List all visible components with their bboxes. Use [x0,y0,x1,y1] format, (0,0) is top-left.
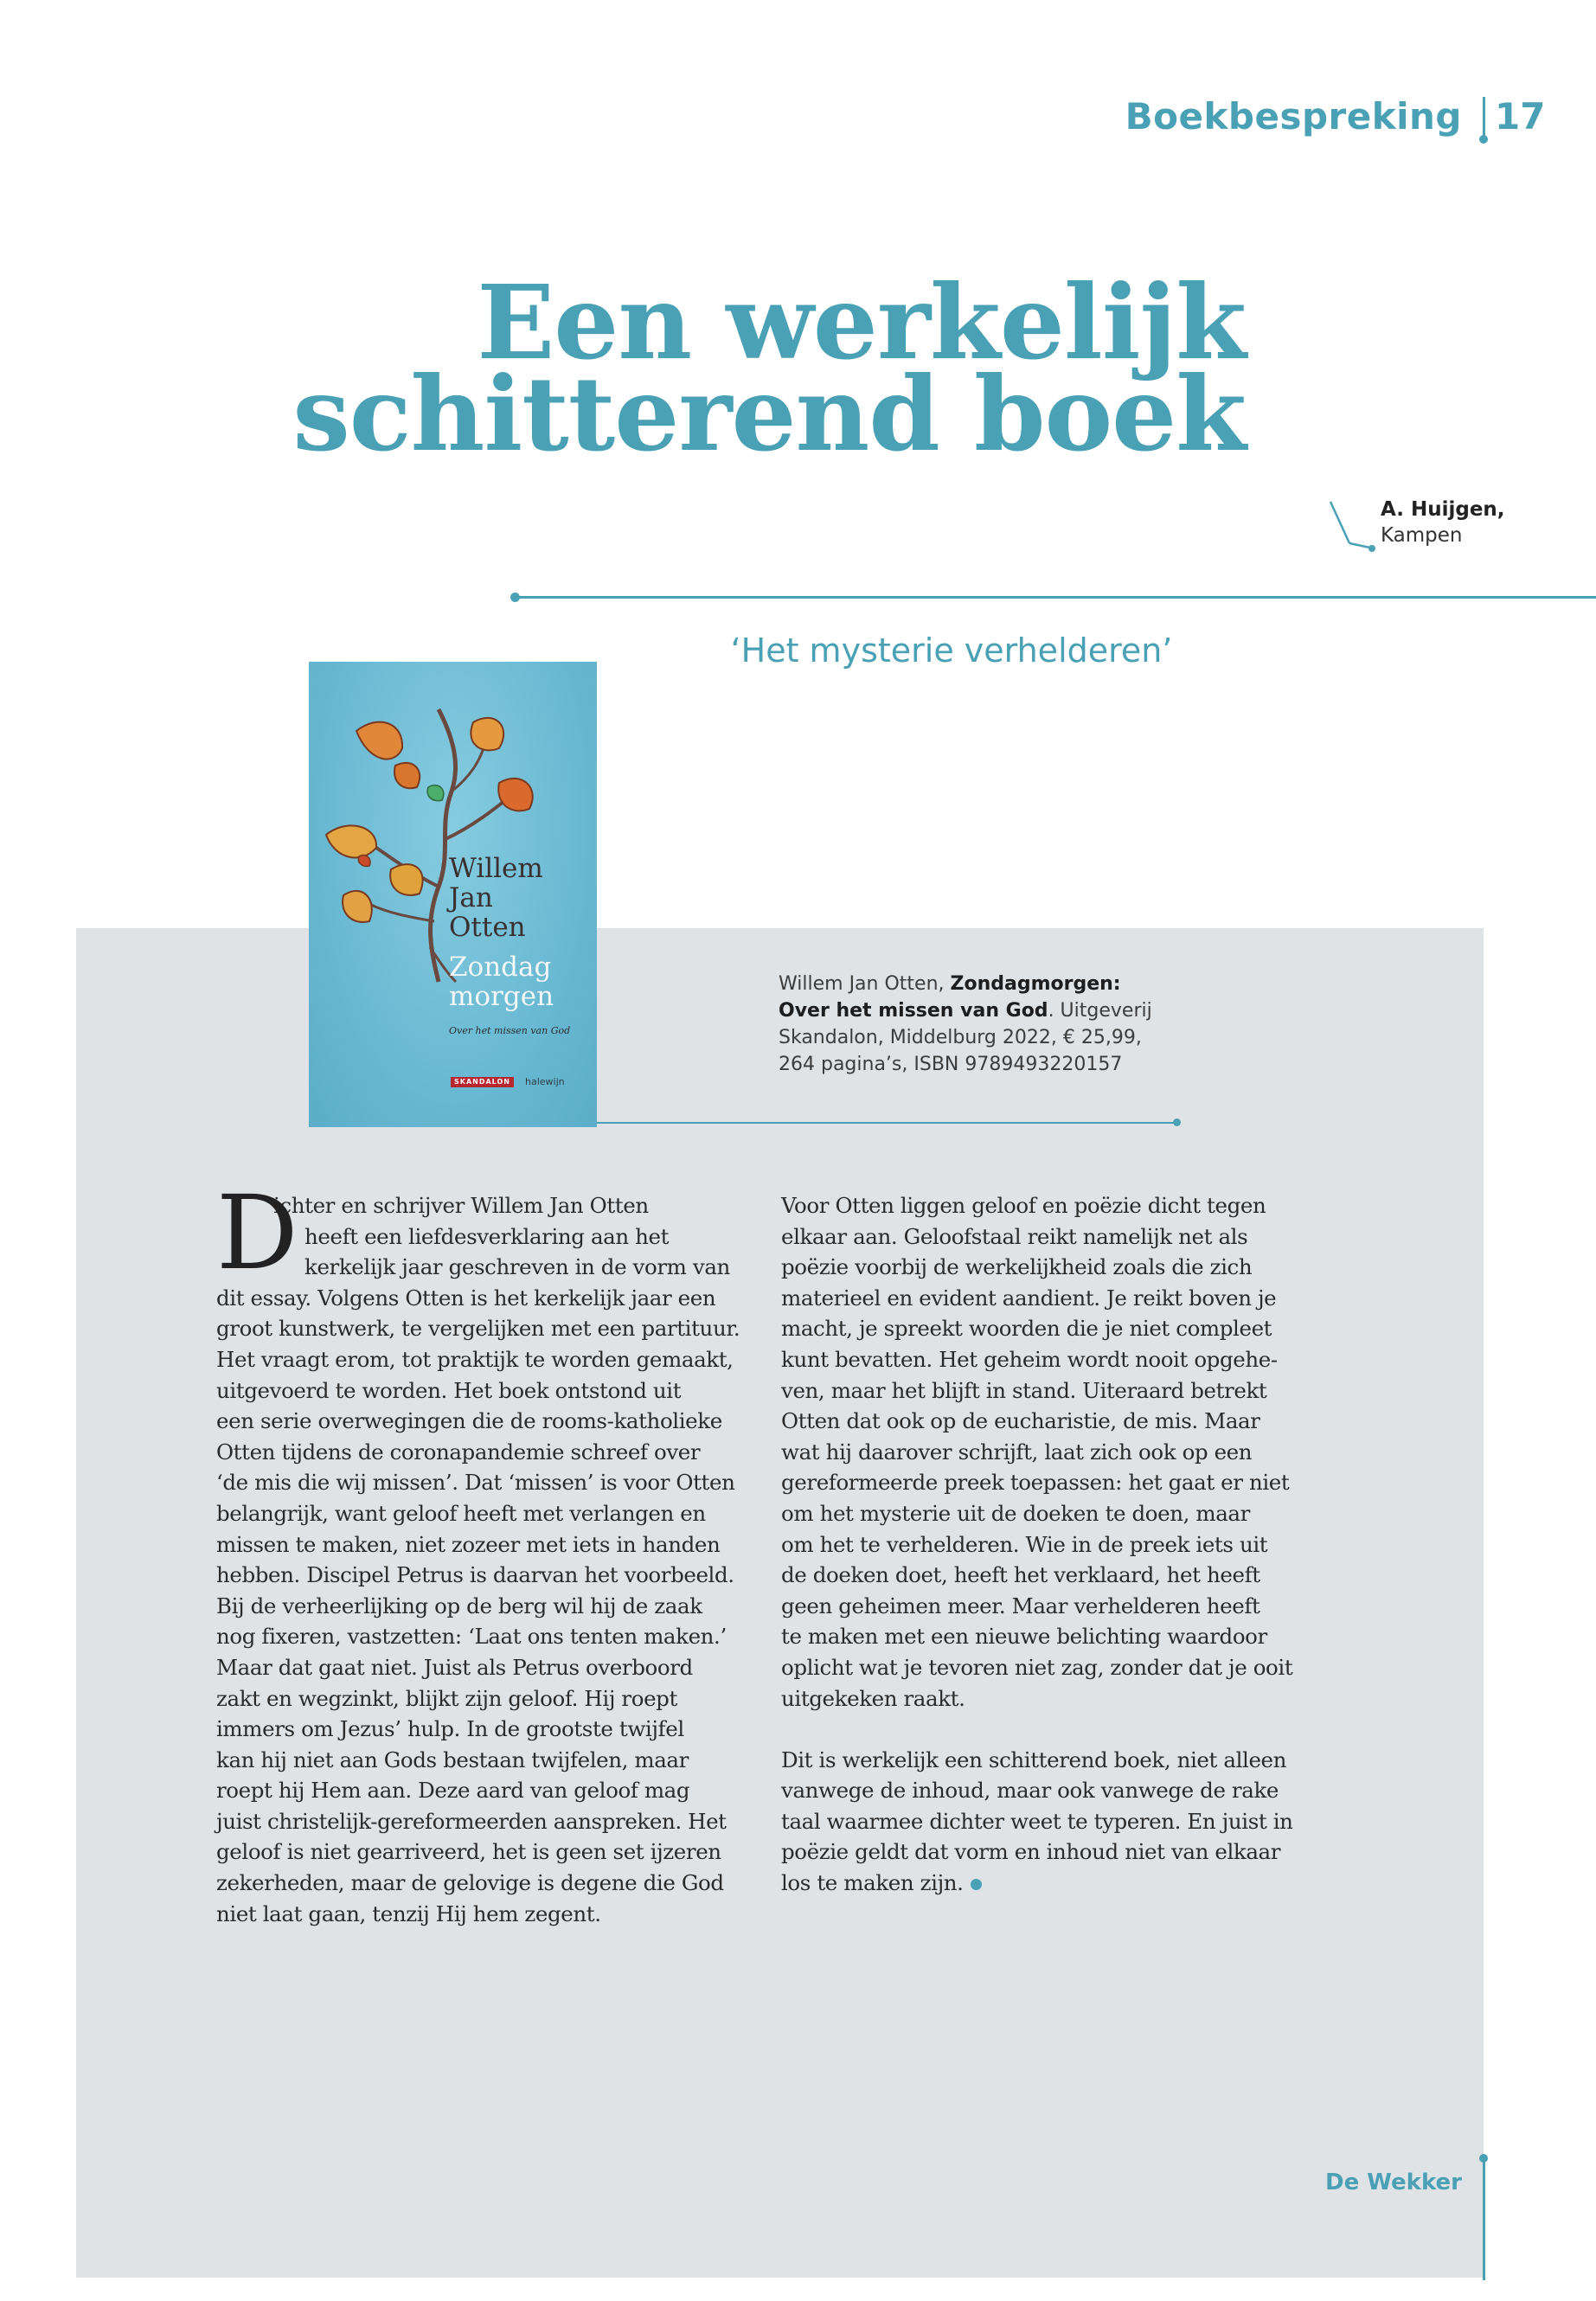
body-line-text: los te maken zijn. [781,1870,964,1896]
end-mark-dot [971,1879,982,1890]
body-line-last [781,1868,1309,1899]
article-subtitle: ‘Het mysterie verhelderen’ [730,631,1173,670]
book-details-line [597,1122,1176,1124]
body-line: heeft een liefdesverklaring aan het [304,1223,670,1249]
body-line: oplicht wat je tevoren niet zag, zonder dat je ooit [781,1654,1293,1680]
header-separator [1483,97,1485,140]
cover-title [449,952,592,1011]
body-line: vanwege de inhoud, maar ook vanwege de rake [781,1778,1279,1804]
title-line-1: Een werkelijk [477,262,1246,382]
body-line: juist christelijk-gereformeerden aanspreken. Het [216,1808,727,1834]
cover-author-line: Otten [449,912,526,943]
book-cover [309,662,597,1127]
body-line: macht, je spreekt woorden die je niet compleet [781,1316,1272,1342]
body-line: Voor Otten liggen geloof en poëzie dicht tegen [781,1193,1266,1218]
footer-line [1483,2159,1485,2280]
cover-imprint: halewijn [525,1076,565,1087]
cover-title-line: Zondag [449,952,552,983]
body-line: immers om Jezus’ hulp. In de grootste twijfel [216,1716,684,1742]
page-number: 17 [1495,95,1546,138]
body-line: uitgekeken raakt. [781,1685,965,1711]
book-info-title-cont: Over het missen van God [779,1000,1048,1022]
body-line: zekerheden, maar de gelovige is degene die God [216,1870,724,1896]
cover-publisher-logo: SKANDALON [451,1077,514,1087]
cover-subtitle: Over het missen van God [449,1025,571,1036]
paragraph-gap [781,1714,1309,1745]
body-line: wat hij daarover schrijft, laat zich ook op een [781,1439,1253,1465]
cover-author-line: Willem [449,853,543,884]
body-line: roept hij Hem aan. Deze aard van geloof mag [216,1778,690,1804]
body-line: nog fixeren, vastzetten: ‘Laat ons tenten maken.’ [216,1624,727,1650]
book-details [779,971,1176,1078]
body-line: groot kunstwerk, te vergelijken met een partituur. [216,1316,740,1342]
author-mark-icon [1324,500,1375,552]
body-line: kerkelijk jaar geschreven in de vorm van [304,1254,730,1280]
book-info-publisher: . Uitgeverij [1048,1000,1152,1022]
cover-author [449,854,587,942]
body-line: Otten tijdens de coronapandemie schreef over [216,1439,701,1465]
body-line: elkaar aan. Geloofstaal reikt namelijk net als [781,1223,1248,1249]
body-line: om het te verhelderen. Wie in de preek iets uit [781,1531,1268,1557]
lead-line [516,596,1596,599]
body-line: Het vraagt erom, tot praktijk te worden gemaakt, [216,1346,734,1372]
body-line: ‘de mis die wij missen’. Dat ‘missen’ is voor Otten [216,1470,735,1496]
body-line: de doeken doet, heeft het verklaard, het heeft [781,1562,1260,1588]
body-line: Maar dat gaat niet. Juist als Petrus overboord [216,1654,693,1680]
article-title [260,262,1246,474]
body-line: uitgevoerd te worden. Het boek ontstond uit [216,1377,682,1403]
body-line: ven, maar het blijft in stand. Uiteraard betrekt [781,1377,1267,1403]
body-line: geloof is niet gearriveerd, het is geen set ijzeren [216,1839,721,1865]
drop-cap: D [216,1173,298,1292]
body-line: poëzie geldt dat vorm en inhoud niet van elkaar [781,1839,1281,1865]
body-line: taal waarmee dichter weet te typeren. En juist in [781,1808,1293,1834]
author-name: A. Huijgen, [1381,498,1505,521]
body-line: kunt bevatten. Het geheim wordt nooit opgehe- [781,1346,1278,1372]
body-line: belangrijk, want geloof heeft met verlangen en [216,1500,706,1526]
body-line: poëzie voorbij de werkelijkheid zoals die zich [781,1254,1253,1280]
book-info-place: Skandalon, Middelburg 2022, € 25,99, [779,1027,1142,1048]
body-line: kan hij niet aan Gods bestaan twijfelen, maar [216,1747,689,1772]
body-line: een serie overwegingen die de rooms-katholieke [216,1408,722,1434]
body-line: ichter en schrijver Willem Jan Otten [273,1193,649,1218]
body-line: hebben. Discipel Petrus is daarvan het voorbeeld. [216,1562,734,1588]
body-line: dit essay. Volgens Otten is het kerkelijk jaar een [216,1285,716,1311]
book-info-title: Zondagmorgen: [950,973,1121,995]
cover-title-line: morgen [449,981,554,1012]
body-line: geen geheimen meer. Maar verhelderen heeft [781,1593,1260,1618]
author-place: Kampen [1381,524,1463,547]
title-line-2: schitterend boek [292,354,1246,474]
body-line: om het mysterie uit de doeken te doen, maar [781,1500,1250,1526]
book-info-author: Willem Jan Otten, [779,973,951,995]
body-line: missen te maken, niet zozeer met iets in handen [216,1531,721,1557]
header-separator-dot [1479,135,1488,144]
body-line: materieel en evident aandient. Je reikt boven je [781,1285,1277,1311]
body-line: Otten dat ook op de eucharistie, de mis. Maar [781,1408,1260,1434]
body-line: Bij de verheerlijking op de berg wil hij de zaak [216,1593,702,1618]
body-line: niet laat gaan, tenzij Hij hem zegent. [216,1900,601,1926]
body-line: te maken met een nieuwe belichting waardoor [781,1624,1267,1650]
body-line: gereformeerde preek toepassen: het gaat er niet [781,1470,1290,1496]
body-column-left [216,1173,753,1929]
cover-author-line: Jan [449,882,493,913]
body-line: zakt en wegzinkt, blijkt zijn geloof. Hij roept [216,1685,677,1711]
body-column-right [781,1190,1309,1899]
book-details-line-dot [1173,1118,1181,1126]
book-info-isbn: 264 pagina’s, ISBN 9789493220157 [779,1054,1123,1075]
footer-brand: De Wekker [1325,2170,1462,2195]
section-label: Boekbespreking [1125,95,1462,138]
body-line: Dit is werkelijk een schitterend boek, niet alleen [781,1747,1287,1772]
